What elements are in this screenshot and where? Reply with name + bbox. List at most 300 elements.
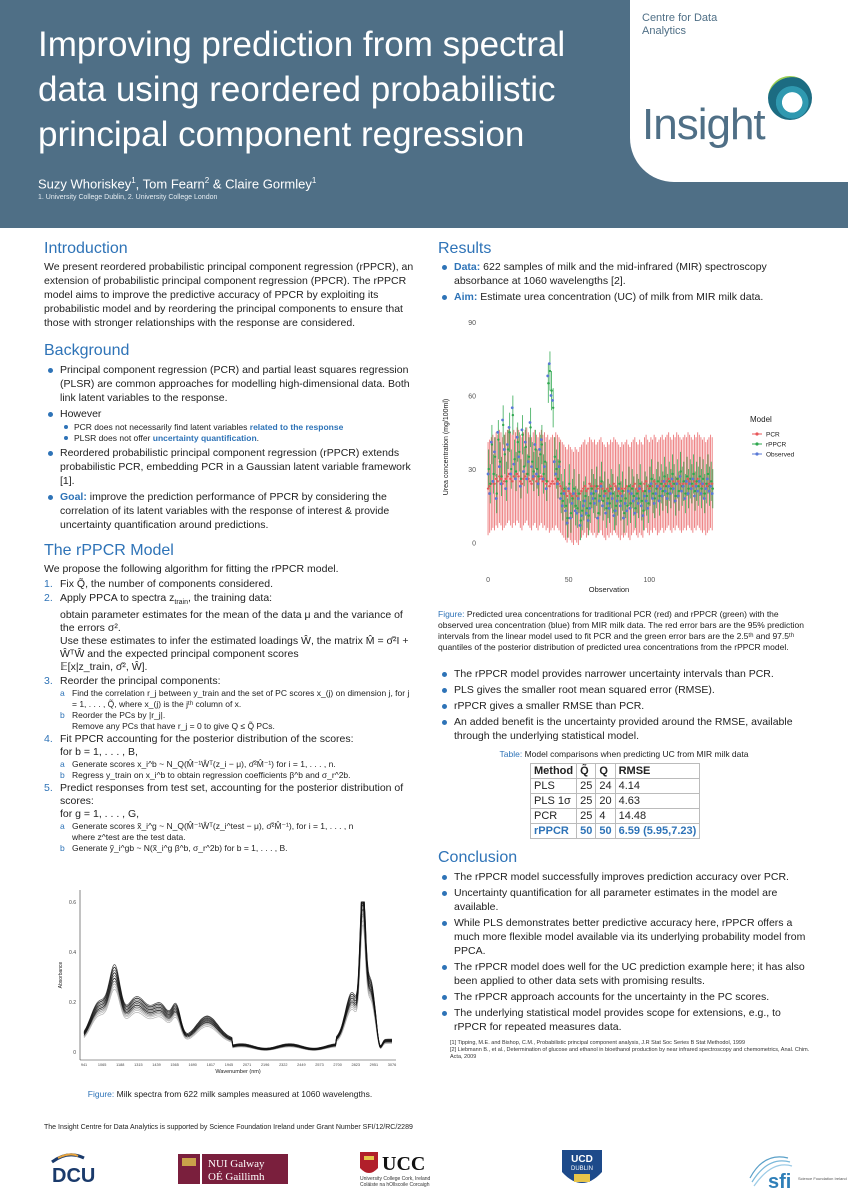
pcr-point	[551, 480, 553, 482]
pcr-point	[516, 473, 518, 475]
pcr-point	[538, 478, 540, 480]
ucd-logo	[556, 1148, 608, 1188]
pcr-point	[685, 483, 687, 485]
insight-logo-box	[630, 0, 848, 182]
observed-point	[675, 482, 678, 485]
observed-point	[550, 394, 553, 397]
observed-point	[535, 473, 538, 476]
observed-point	[524, 441, 527, 444]
rppcr-point	[695, 480, 697, 482]
observed-point	[646, 507, 649, 510]
pcr-point	[582, 487, 584, 489]
rppcr-point	[518, 451, 520, 453]
pcr-point	[566, 495, 568, 497]
pcr-point	[529, 480, 531, 482]
pcr-point	[706, 485, 708, 487]
x-tick-label: 1565	[170, 1063, 179, 1067]
observed-point	[656, 485, 659, 488]
svg-text:NUI Galway: NUI Galway	[208, 1158, 265, 1170]
rppcr-point	[547, 382, 549, 384]
legend-swatch-point	[755, 442, 758, 445]
pcr-point	[619, 492, 621, 494]
table-cell: 20	[596, 794, 615, 809]
observed-point	[566, 522, 569, 525]
model-intro: We propose the following algorithm for fitting the rPPCR model.	[44, 563, 339, 575]
algorithm-step: 1. Fix Q̃, the number of components considered.	[44, 578, 274, 590]
conclusion-point: The underlying statistical model provides scope for extensions, e.g., to rPPCR for repeated measures data.	[438, 1006, 810, 1034]
rppcr-point	[579, 519, 581, 521]
intro-text: We present reordered probabilistic principal component regression (rPPCR), an extension of probabilistic principal component regression (PPCR). The rPPCR model aims to improve the predictive accuracy of PPCR by exploiting its probabilistic model and by reordering the principal components to ensure that those with stronger relationships with the response are considered.	[44, 261, 414, 329]
observed-point	[498, 465, 501, 468]
table-cell: PLS	[531, 779, 577, 794]
logo-centre-label: Centre for Data Analytics	[642, 12, 718, 37]
rppcr-point	[536, 468, 538, 470]
x-tick-label: 2951	[369, 1063, 379, 1067]
pcr-point	[576, 495, 578, 497]
observed-point	[627, 490, 630, 493]
x-tick-label: 2573	[315, 1063, 324, 1067]
rppcr-point	[683, 480, 685, 482]
rppcr-point	[578, 492, 580, 494]
results-points	[438, 667, 810, 743]
y-tick-label: 0.4	[69, 950, 76, 956]
pcr-point	[688, 480, 690, 482]
spectrum-line	[84, 909, 392, 1049]
rppcr-point	[568, 483, 570, 485]
legend-label: PCR	[766, 431, 780, 439]
pcr-point	[655, 483, 657, 485]
insight-globe-icon	[768, 76, 812, 120]
background-item: Principal component regression (PCR) and partial least squares regression (PLSR) are common approaches for modelling high-dimensional data. Both link latent variables to the response.	[44, 363, 416, 405]
background-list	[44, 363, 416, 532]
conclusion-point: The rPPCR approach accounts for the uncertainty in the PC scores.	[438, 990, 810, 1004]
pcr-point	[580, 490, 582, 492]
author-affiliation-mark: 1	[131, 176, 136, 185]
rppcr-point	[570, 512, 572, 514]
observed-point	[571, 502, 574, 505]
pcr-point	[624, 487, 626, 489]
observed-point	[545, 487, 548, 490]
observed-point	[585, 512, 588, 515]
svg-text:DUBLIN: DUBLIN	[570, 1166, 594, 1172]
rppcr-point	[487, 468, 489, 470]
rppcr-point	[631, 487, 633, 489]
background-subitem: PLSR does not offer uncertainty quantification.	[60, 433, 416, 444]
rppcr-point	[581, 510, 583, 512]
rppcr-point	[652, 492, 654, 494]
observed-point	[653, 502, 656, 505]
rppcr-point	[625, 497, 627, 499]
observed-point	[556, 482, 559, 485]
pcr-point	[518, 475, 520, 477]
pcr-point	[524, 475, 526, 477]
svg-text:Coláiste na hOllscoile Corcaig: Coláiste na hOllscoile Corcaigh	[360, 1182, 430, 1188]
observed-point	[572, 492, 575, 495]
observed-point	[596, 517, 599, 520]
rppcr-point	[565, 505, 567, 507]
pcr-point	[695, 483, 697, 485]
pcr-point	[530, 483, 532, 485]
y-tick-label: 0.6	[69, 900, 76, 906]
observed-point	[679, 475, 682, 478]
observed-point	[691, 477, 694, 480]
table-cell: 25	[577, 809, 596, 824]
rppcr-point	[605, 507, 607, 509]
y-tick-label: 60	[468, 393, 476, 401]
rppcr-point	[623, 512, 625, 514]
rppcr-point	[508, 431, 510, 433]
rppcr-point	[675, 495, 677, 497]
pcr-point	[556, 480, 558, 482]
rppcr-point	[665, 485, 667, 487]
rppcr-point	[505, 480, 507, 482]
pcr-point	[553, 483, 555, 485]
observed-point	[559, 497, 562, 500]
rppcr-point	[618, 483, 620, 485]
references	[438, 1040, 810, 1061]
rppcr-point	[599, 495, 601, 497]
observed-point	[533, 443, 536, 446]
observed-point	[698, 480, 701, 483]
pcr-point	[601, 487, 603, 489]
observed-point	[703, 497, 706, 500]
observed-point	[670, 477, 673, 480]
insight-logo: Insight	[642, 100, 765, 149]
rppcr-point	[516, 441, 518, 443]
observed-point	[669, 492, 672, 495]
table-cell: 50	[577, 824, 596, 839]
pcr-point	[677, 480, 679, 482]
algorithm-step: 2. Apply PPCA to spectra $z_{train}$, the training data: obtain parameter estimates for the mean of the data μ and the variance of the errors σ². Use these estimates to infer the estimated loadings Ŵ, the matrix M̂ = σ̂²I + ŴᵀŴ and the expected principal component scores 𝔼[x|z_train, σ̂², Ŵ].	[44, 592, 409, 674]
author-separator: &	[209, 176, 226, 192]
author-affiliation-mark: 1	[311, 176, 317, 185]
svg-text:Science Foundation Ireland: Science Foundation Ireland	[798, 1176, 847, 1181]
pcr-point	[522, 478, 524, 480]
observed-point	[511, 406, 514, 409]
observed-point	[659, 487, 662, 490]
spectrum-line	[84, 905, 392, 1049]
funding-note: The Insight Centre for Data Analytics is supported by Science Foundation Ireland under Grant Number SFI/12/RC/2289	[44, 1124, 413, 1131]
rppcr-point	[671, 473, 673, 475]
x-tick-label: 1315	[134, 1063, 143, 1067]
observed-point	[574, 509, 577, 512]
observed-point	[521, 428, 524, 431]
observed-point	[580, 514, 583, 517]
observed-point	[617, 487, 620, 490]
observed-point	[666, 497, 669, 500]
spectra-caption: Figure: Milk spectra from 622 milk samples measured at 1060 wavelengths.	[87, 1089, 373, 1099]
pcr-point	[493, 483, 495, 485]
pcr-point	[606, 487, 608, 489]
pcr-point	[503, 480, 505, 482]
rppcr-point	[629, 502, 631, 504]
results-intro-list	[438, 260, 810, 304]
rppcr-point	[636, 492, 638, 494]
observed-point	[579, 524, 582, 527]
observed-point	[487, 473, 490, 476]
observed-point	[622, 517, 625, 520]
observed-point	[493, 451, 496, 454]
pcr-point	[505, 478, 507, 480]
conclusion-point: Uncertainty quantification for all parameter estimates in the model are available.	[438, 886, 810, 914]
observed-point	[525, 477, 528, 480]
observed-point	[504, 487, 507, 490]
observed-point	[514, 477, 517, 480]
table-caption: Table: Model comparisons when predicting UC from MIR milk data	[499, 749, 749, 759]
pcr-point	[669, 483, 671, 485]
observed-point	[588, 507, 591, 510]
pcr-point	[608, 490, 610, 492]
observed-point	[551, 399, 554, 402]
observed-point	[619, 504, 622, 507]
table-cell: 24	[596, 779, 615, 794]
rppcr-point	[699, 475, 701, 477]
pcr-point	[585, 490, 587, 492]
observed-point	[553, 460, 556, 463]
rppcr-point	[500, 475, 502, 477]
rppcr-point	[615, 505, 617, 507]
rppcr-point	[673, 483, 675, 485]
observed-point	[621, 495, 624, 498]
conclusion-point: The rPPCR model successfully improves prediction accuracy over PCR.	[438, 870, 810, 884]
observed-point	[601, 504, 604, 507]
rppcr-point	[510, 468, 512, 470]
pcr-point	[488, 485, 490, 487]
observed-point	[519, 485, 522, 488]
rppcr-point	[689, 478, 691, 480]
legend-label: rPPCR	[766, 441, 787, 449]
observed-point	[687, 492, 690, 495]
pcr-point	[555, 478, 557, 480]
rppcr-point	[523, 465, 525, 467]
legend-title: Model	[750, 415, 772, 424]
rppcr-point	[702, 478, 704, 480]
pcr-point	[569, 492, 571, 494]
observed-point	[708, 490, 711, 493]
observed-point	[614, 509, 617, 512]
rppcr-point	[628, 485, 630, 487]
pcr-point	[535, 480, 537, 482]
x-tick-label: 2700	[333, 1063, 342, 1067]
rppcr-point	[668, 480, 670, 482]
nuig-logo	[178, 1148, 288, 1188]
observed-point	[561, 504, 564, 507]
rppcr-point	[504, 453, 506, 455]
observed-point	[600, 485, 603, 488]
rmse-table	[530, 763, 700, 839]
x-tick-label: 1690	[188, 1063, 197, 1067]
svg-text:UCD: UCD	[571, 1154, 593, 1165]
rppcr-point	[562, 500, 564, 502]
x-axis-label: Observation	[588, 585, 630, 594]
observed-point	[648, 490, 651, 493]
results-point: The rPPCR model provides narrower uncertainty intervals than PCR.	[438, 667, 810, 681]
rppcr-point	[657, 480, 659, 482]
observed-point	[677, 495, 680, 498]
rppcr-point	[676, 478, 678, 480]
pcr-point	[511, 480, 513, 482]
background-item: Reordered probabilistic principal component regression (rPPCR) extends probabilistic PCR, embedding PCR in a Gaussian latent variable framework [1].	[44, 446, 416, 488]
poster-header	[0, 0, 848, 228]
sfi-logo	[744, 1148, 847, 1193]
pcr-point	[634, 483, 636, 485]
reference: [1] Tipping, M.E. and Bishop, C.M., Probabilistic principal component analysis, J.R Stat Soc Series B Stat Methodol, 1999	[450, 1040, 746, 1046]
observed-point	[587, 519, 590, 522]
observed-point	[611, 497, 614, 500]
pcr-point	[637, 490, 639, 492]
rppcr-point	[560, 492, 562, 494]
rppcr-point	[644, 490, 646, 492]
rppcr-point	[642, 510, 644, 512]
rppcr-point	[531, 461, 533, 463]
observed-point	[564, 509, 567, 512]
observed-point	[577, 497, 580, 500]
observed-point	[638, 487, 641, 490]
observed-point	[701, 482, 704, 485]
pcr-point	[563, 490, 565, 492]
spectrum-line	[84, 920, 392, 1049]
rppcr-point	[563, 487, 565, 489]
x-tick-label: 100	[643, 577, 656, 584]
rppcr-point	[586, 507, 588, 509]
algorithm-step: 4. Fit PPCR accounting for the posterior distribution of the scores: for b = 1, . . . , B, a Generate scores x_i^b ~ N_Q(M̂⁻¹Ŵᵀ(z_i − μ), σ̂²M̂⁻¹) for i = 1, . . . , n. b Regress y_train on x_i^b to obtain regression coefficients β^b and σ_r^2b.	[44, 733, 354, 781]
rppcr-point	[666, 492, 668, 494]
rppcr-point	[539, 453, 541, 455]
rppcr-point	[679, 470, 681, 472]
rppcr-point	[596, 485, 598, 487]
poster-title: Improving prediction from spectral data using reordered probabilistic principal component regression	[38, 25, 566, 154]
observed-point	[672, 487, 675, 490]
rppcr-point	[694, 490, 696, 492]
pcr-point	[682, 483, 684, 485]
rppcr-point	[712, 487, 714, 489]
observed-point	[538, 448, 541, 451]
author-affiliation-mark: 2	[204, 176, 210, 185]
pcr-point	[693, 480, 695, 482]
results-point: rPPCR gives a smaller RMSE than PCR.	[438, 699, 810, 713]
pcr-point	[692, 485, 694, 487]
pcr-point	[701, 485, 703, 487]
rppcr-point	[526, 473, 528, 475]
right-column	[438, 240, 810, 1061]
observed-point	[695, 485, 698, 488]
rppcr-point	[660, 483, 662, 485]
observed-point	[606, 502, 609, 505]
rppcr-point	[686, 475, 688, 477]
observed-point	[662, 480, 665, 483]
rppcr-point	[552, 407, 554, 409]
pcr-point	[500, 478, 502, 480]
table-header-cell: Q̃	[577, 764, 596, 779]
rppcr-point	[584, 495, 586, 497]
rppcr-point	[513, 458, 515, 460]
observed-point	[516, 436, 519, 439]
rppcr-point	[541, 443, 543, 445]
pcr-point	[679, 483, 681, 485]
conclusion-point: The rPPCR model does well for the UC prediction example here; it has also been applied to other data sets with promising results.	[438, 960, 810, 988]
pcr-point	[567, 490, 569, 492]
author-name: Claire Gormley	[225, 176, 312, 192]
pcr-point	[643, 483, 645, 485]
observed-point	[651, 497, 654, 500]
y-tick-label: 0	[73, 1050, 76, 1056]
y-axis-label: Absorbance	[58, 961, 64, 989]
observed-point	[500, 482, 503, 485]
spectrum-line	[84, 903, 392, 1051]
observed-point	[537, 482, 540, 485]
pcr-point	[584, 485, 586, 487]
pcr-point	[672, 480, 674, 482]
observed-point	[495, 497, 498, 500]
algorithm-step: 5. Predict responses from test set, accounting for the posterior distribution of scores: for g = 1, . . . , G, a Generate scores x̃_i^g ~ N_Q(M̂⁻¹Ŵᵀ(z_i^test − μ), σ̂²M̂⁻¹), for i = 1, . . . , n where z^test are the test data. b Generate ỹ_i^gb ~ N(x̃_i^g β^b, σ_r^2b) for b = 1, . . . , B.	[44, 782, 404, 854]
rppcr-point	[494, 456, 496, 458]
rppcr-point	[520, 478, 522, 480]
dcu-logo	[48, 1148, 118, 1188]
observed-point	[530, 465, 533, 468]
observed-point	[604, 512, 607, 515]
pcr-point	[593, 485, 595, 487]
rppcr-point	[663, 475, 665, 477]
spectrum-line	[84, 902, 392, 1050]
background-title: Background	[44, 342, 130, 359]
observed-point	[569, 517, 572, 520]
table-cell: 4.14	[615, 779, 700, 794]
table-header-cell: RMSE	[615, 764, 700, 779]
pcr-point	[648, 487, 650, 489]
y-tick-label: 0	[472, 540, 476, 548]
spectrum-line	[84, 902, 392, 1049]
observed-point	[529, 421, 532, 424]
observed-point	[616, 500, 619, 503]
rppcr-point	[557, 478, 559, 480]
pcr-point	[647, 485, 649, 487]
pcr-point	[708, 483, 710, 485]
observed-point	[682, 485, 685, 488]
x-tick-label: 2322	[279, 1063, 288, 1067]
conclusion-point: While PLS demonstrates better predictive accuracy here, rPPCR offers a much more flexible model available via its underlying probability model from PPCA.	[438, 916, 810, 958]
rppcr-point	[610, 487, 612, 489]
rppcr-point	[550, 389, 552, 391]
pcr-point	[666, 480, 668, 482]
spectrum-line	[84, 914, 392, 1050]
rppcr-point	[496, 492, 498, 494]
rppcr-point	[655, 487, 657, 489]
x-tick-label: 0	[486, 577, 491, 584]
pcr-point	[687, 478, 689, 480]
pcr-point	[617, 490, 619, 492]
left-column	[44, 240, 416, 855]
pcr-point	[495, 478, 497, 480]
x-tick-label: 1945	[224, 1063, 234, 1067]
pcr-point	[506, 475, 508, 477]
y-tick-label: 90	[468, 320, 476, 327]
rppcr-point	[491, 443, 493, 445]
rppcr-point	[489, 483, 491, 485]
rppcr-point	[684, 492, 686, 494]
rppcr-point	[554, 456, 556, 458]
spectrum-line	[84, 902, 392, 1049]
pcr-point	[588, 483, 590, 485]
rppcr-point	[621, 490, 623, 492]
spectrum-line	[84, 902, 392, 1048]
observed-point	[532, 475, 535, 478]
observed-point	[496, 431, 499, 434]
pcr-point	[663, 485, 665, 487]
rppcr-point	[537, 475, 539, 477]
legend-label: Observed	[766, 451, 795, 459]
rppcr-point	[573, 487, 575, 489]
rppcr-point	[639, 483, 641, 485]
